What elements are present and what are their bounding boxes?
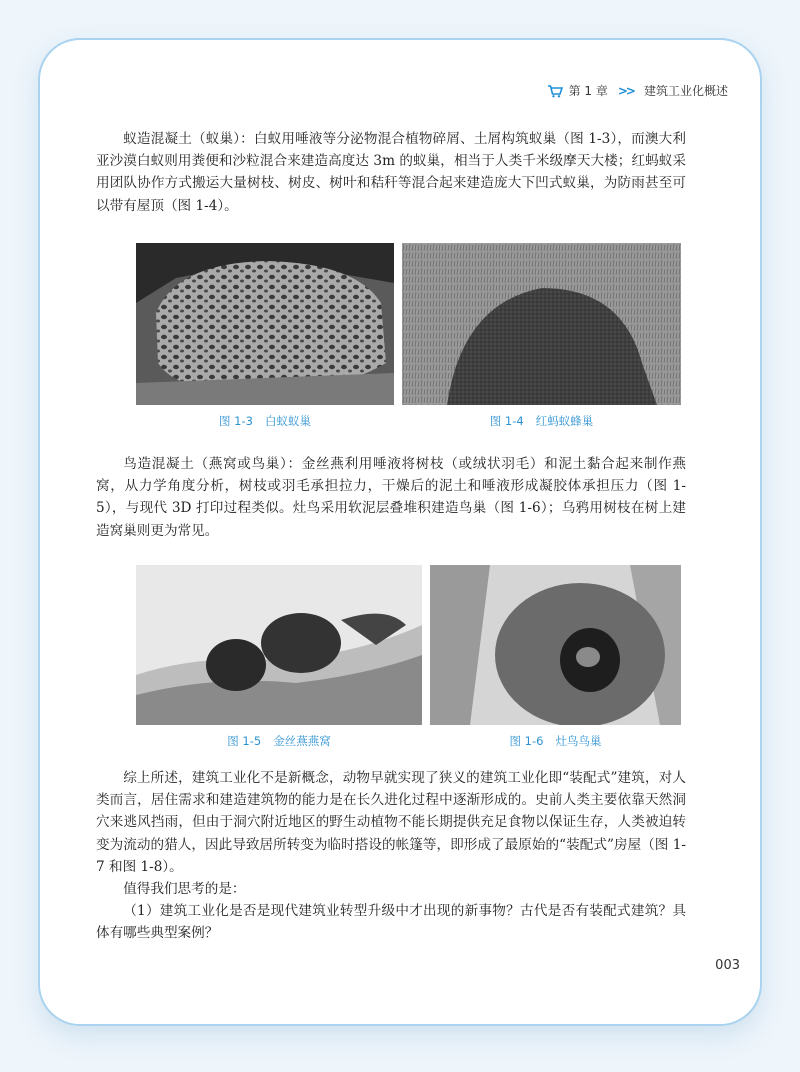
cart-icon <box>547 84 563 98</box>
double-chevron-icon: >> <box>617 83 634 98</box>
figure-red-ant-nest-photo <box>402 243 681 405</box>
page-number: 003 <box>715 958 740 973</box>
figure-1-3-caption: 图 1-3 白蚁蚁巢 <box>219 414 311 428</box>
running-header <box>547 82 728 99</box>
figure-swiftlet-nest-photo <box>136 565 422 725</box>
paragraph-ant-concrete: 蚁造混凝土（蚁巢）：白蚁用唾液等分泌物混合植物碎屑、土屑构筑蚁巢（图 1-3），而澳大利亚沙漠白蚁则用粪便和沙粒混合来建造高度达 3m 的蚁巢，相当于人类千米级摩天大楼；红蚂蚁采用团队协作方式搬运大量树枝、树皮、树叶和秸秆等混合起来建造庞大下凹式蚁巢，为防雨甚至可以带有屋顶（图 1-4）。 <box>96 131 686 214</box>
figure-1-6-caption: 图 1-6 灶鸟鸟巢 <box>509 734 602 748</box>
figure-1-4-caption: 图 1-4 红蚂蚁蜂巢 <box>489 414 594 428</box>
chapter-title: 建筑工业化概述 <box>643 84 728 98</box>
chapter-label: 第 1 章 <box>568 84 608 98</box>
figure-1-5-caption: 图 1-5 金丝燕燕窝 <box>227 734 331 748</box>
figure-termite-nest-photo <box>136 243 394 405</box>
figure-ovenbird-nest-photo <box>430 565 681 725</box>
paragraph-bird-concrete: 鸟造混凝土（燕窝或鸟巢）：金丝燕利用唾液将树枝（或绒状羽毛）和泥土黏合起来制作燕窝，从力学角度分析，树枝或羽毛承担拉力，干燥后的泥土和唾液形成凝胶体承担压力（图 1-5），与现代 3D 打印过程类似。灶鸟采用软泥层叠堆积建造鸟巢（图 1-6）；乌鸦用树枝在树上建造窝巢则更为常见。 <box>96 456 686 539</box>
paragraph-summary: 综上所述，建筑工业化不是新概念，动物早就实现了狭义的建筑工业化即“装配式”建筑，对人类而言，居住需求和建造建筑物的能力是在长久进化过程中逐渐形成的。史前人类主要依靠天然洞穴来逃风挡雨，但由于洞穴附近地区的野生动植物不能长期提供充足食物以保证生存，人类被迫转变为流动的猎人，因此导致居所转变为临时搭设的帐篷等，即形成了最原始的“装配式”房屋（图 1-7 和图 1-8）。 值得我们思考的是： （1）建筑工业化是否是现代建筑业转型升级中才出现的新事物？古代是否有装配式建筑？具体有哪些典型案例？ <box>96 770 686 942</box>
